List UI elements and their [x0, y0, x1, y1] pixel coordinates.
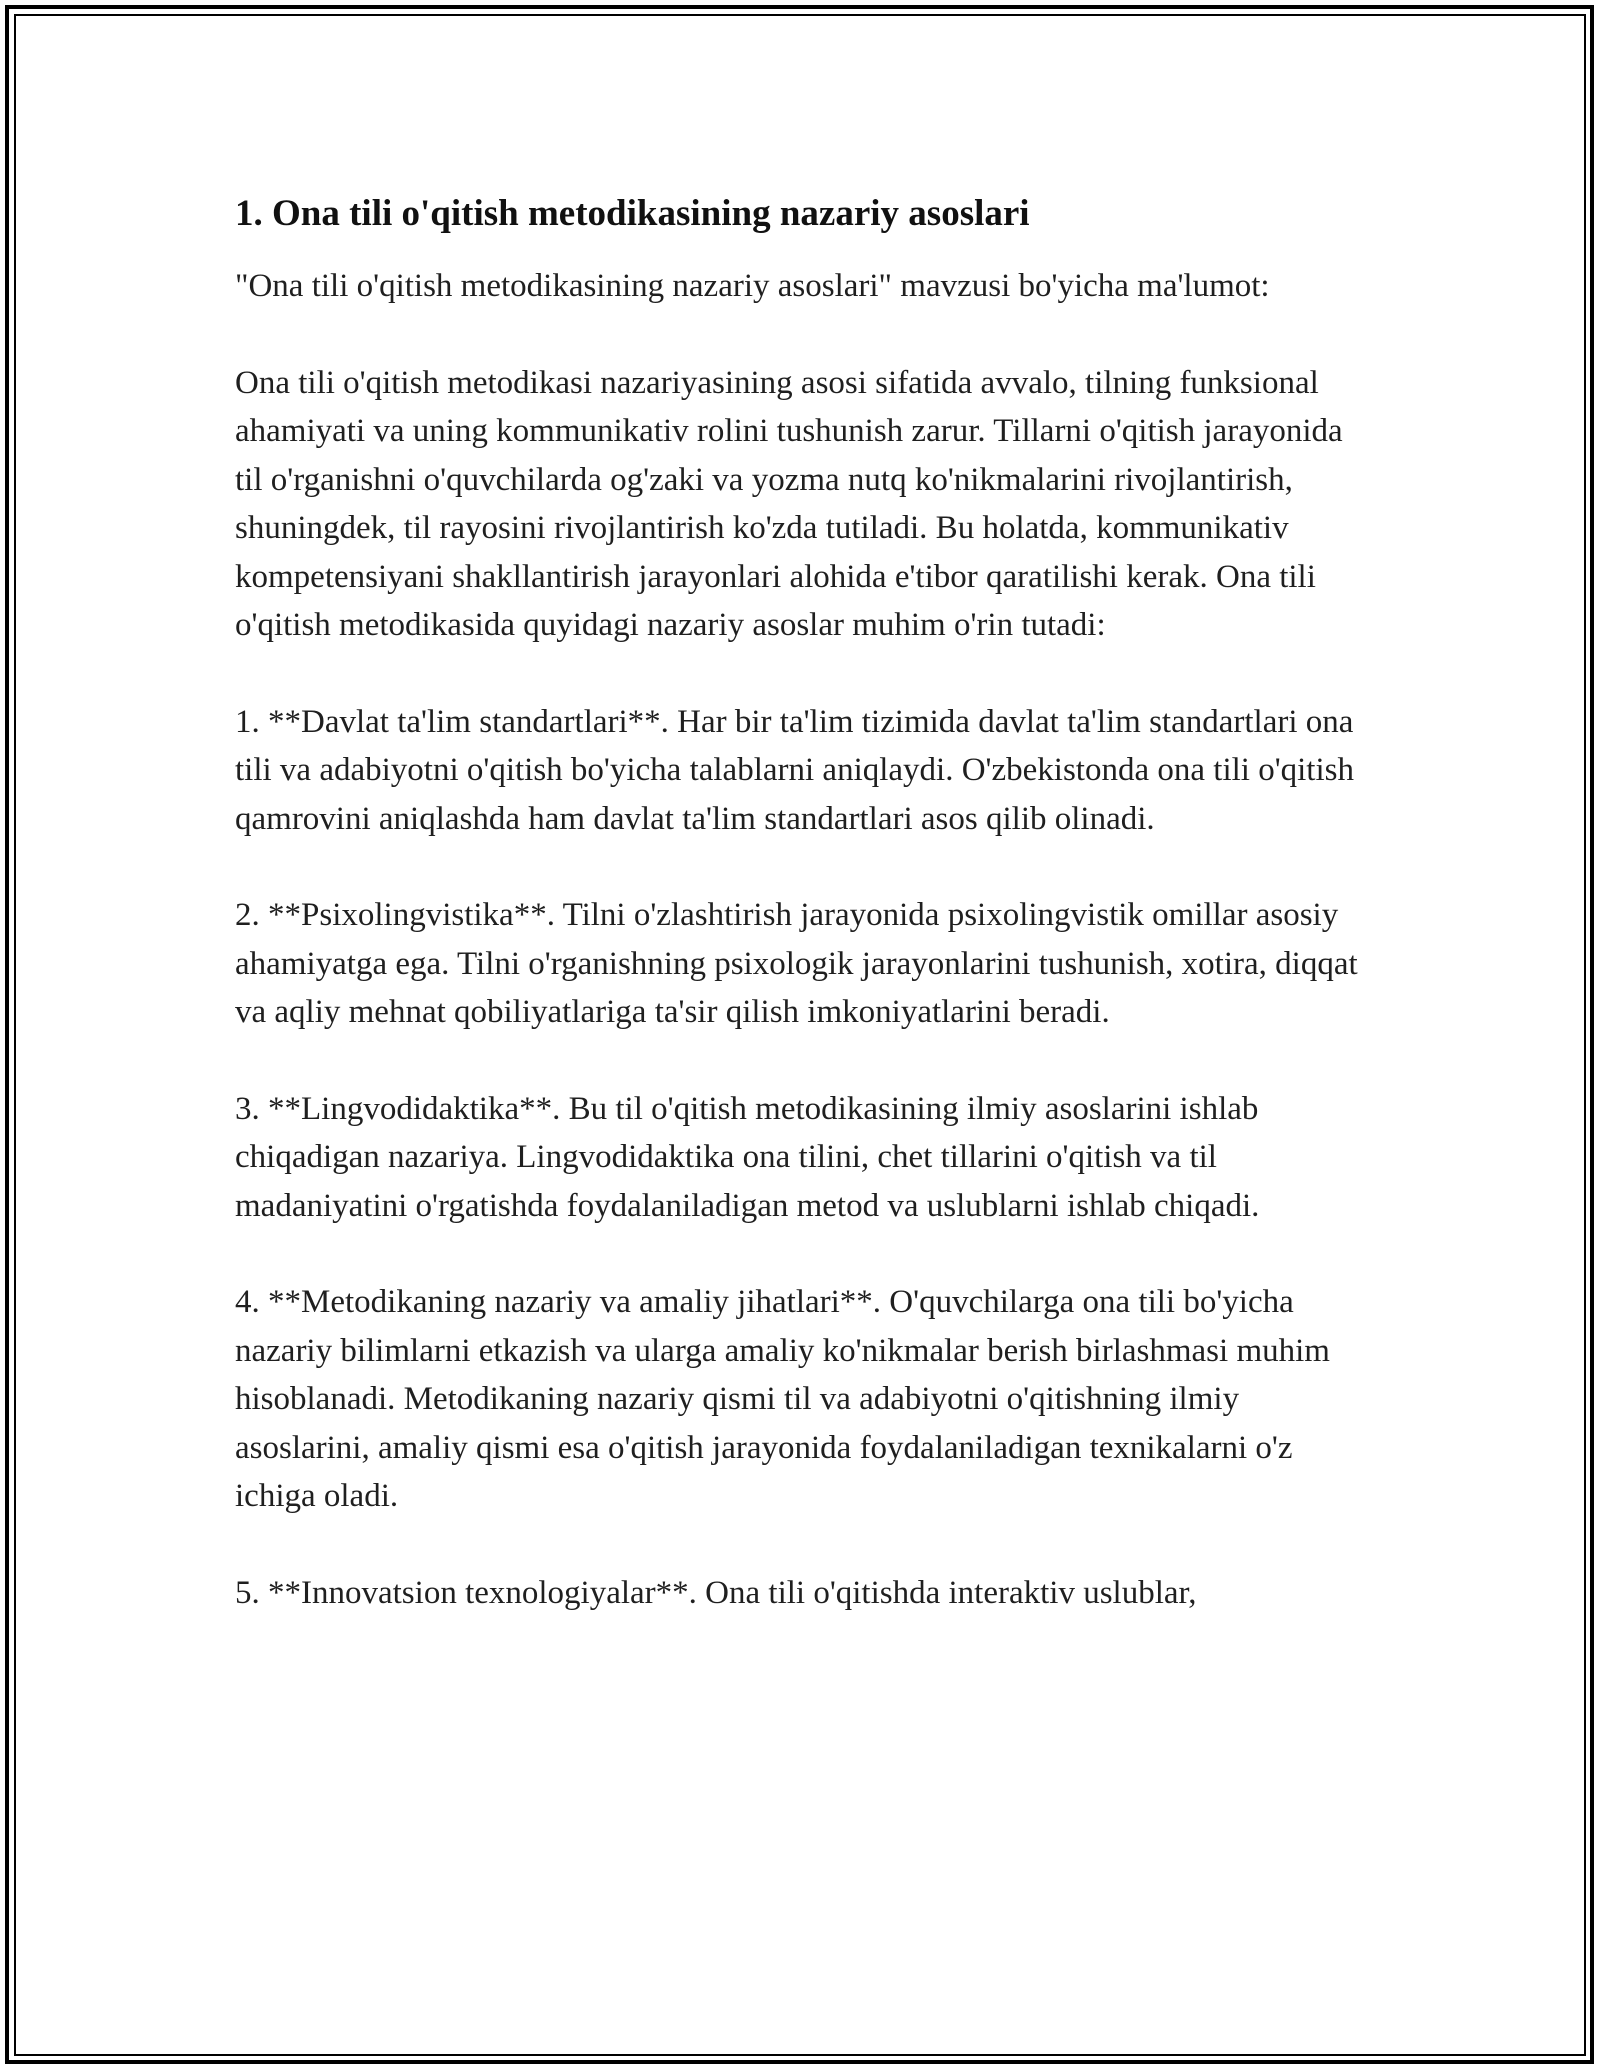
item-paragraph-5: 5. **Innovatsion texnologiyalar**. Ona tili o'qitishda interaktiv uslublar,: [235, 1574, 1197, 1611]
item-paragraph-4: 4. **Metodikaning nazariy va amaliy jihatlari**. O'quvchilarga ona tili bo'yicha nazariy bilimlarni etkazish va ularga amaliy ko'nikmalar berish birlashmasi muhim hisoblanadi. Metodikaning nazariy qismi til va adabiyotni o'qitishning ilmiy asoslarini, amaliy qismi esa o'qitish jarayonida foydalaniladigan texnikalarni o'z ichiga oladi.: [235, 1284, 1330, 1514]
document-page: [235, 186, 1375, 1665]
item-paragraph-2: 2. **Psixolingvistika**. Tilni o'zlashtirish jarayonida psixolingvistik omillar asosiy ahamiyatga ega. Tilni o'rganishning psixologik jarayonlarini tushunish, xotira, diqqat va aqliy mehnat qobiliyatlariga ta'sir qilish imkoniyatlarini beradi.: [235, 897, 1358, 1030]
document-title: 1. Ona tili o'qitish metodikasining nazariy asoslari: [235, 193, 1030, 234]
overview-paragraph: Ona tili o'qitish metodikasi nazariyasining asosi sifatida avvalo, tilning funksional ahamiyati va uning kommunikativ rolini tushunish zarur. Tillarni o'qitish jarayonida til o'rganishni o'quvchilarda og'zaki va yozma nutq ko'nikmalarini rivojlantirish, shuningdek, til rayosini rivojlantirish ko'zda tutiladi. Bu holatda, kommunikativ kompetensiyani shakllantirish jarayonlari alohida e'tibor qaratilishi kerak. Ona tili o'qitish metodikasida quyidagi nazariy asoslar muhim o'rin tutadi:: [235, 364, 1343, 643]
item-paragraph-3: 3. **Lingvodidaktika**. Bu til o'qitish metodikasining ilmiy asoslarini ishlab chiqadigan nazariya. Lingvodidaktika ona tilini, chet tillarini o'qitish va til madaniyatini o'rgatishda foydalaniladigan metod va uslublarni ishlab chiqadi.: [235, 1090, 1260, 1224]
intro-paragraph: "Ona tili o'qitish metodikasining nazariy asoslari" mavzusi bo'yicha ma'lumot:: [235, 268, 1270, 304]
item-paragraph-1: 1. **Davlat ta'lim standartlari**. Har bir ta'lim tizimida davlat ta'lim standartlari ona tili va adabiyotni o'qitish bo'yicha talablarni aniqlaydi. O'zbekistonda ona tili o'qitish qamrovini aniqlashda ham davlat ta'lim standartlari asos qilib olinadi.: [235, 703, 1354, 837]
